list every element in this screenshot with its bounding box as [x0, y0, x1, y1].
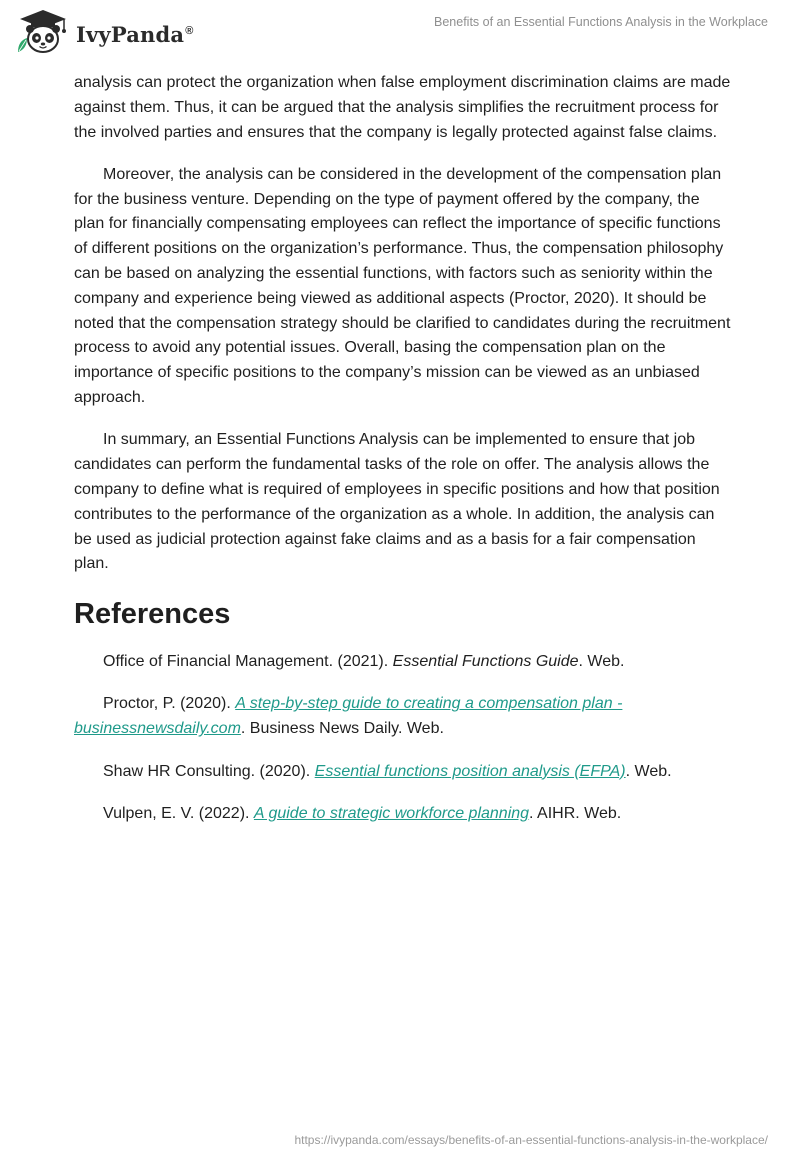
- reference-suffix: . Business News Daily. Web.: [240, 720, 444, 738]
- reference-title: Essential Functions Guide: [392, 653, 579, 671]
- reference-link[interactable]: A guide to strategic workforce planning: [253, 804, 530, 822]
- page-title: Benefits of an Essential Functions Analysis in the Workplace: [434, 15, 768, 29]
- ivypanda-logo[interactable]: [14, 8, 194, 56]
- reference-suffix: . Web.: [578, 653, 625, 671]
- reference-item: [74, 760, 734, 785]
- page-header: [0, 0, 800, 64]
- reference-citation: Shaw HR Consulting. (2020).: [103, 762, 315, 780]
- reference-item: [74, 692, 734, 742]
- reference-citation: Office of Financial Management. (2021).: [103, 653, 393, 671]
- body-paragraph: Moreover, the analysis can be considered in the development of the compensation plan for the business venture. Depending on the type of payment offered by the company, the plan for financially compensating employees can reflect the importance of specific functions of different positions on the organization’s performance. Thus, the compensation philosophy can be based on analyzing the essential functions, with factors such as seniority within the company and experience being viewed as additional aspects (Proctor, 2020). It should be noted that the compensation strategy should be clarified to candidates during the recruitment process to avoid any potential issues. Overall, basing the compensation plan on the importance of specific positions to the company’s mission can be viewed as an unbiased approach.: [74, 165, 731, 407]
- article-content: [74, 71, 734, 844]
- reference-link[interactable]: A step-by-step guide to creating a compensation plan - businessnewsdaily.com: [74, 695, 623, 738]
- reference-suffix: . AIHR. Web.: [529, 804, 622, 822]
- source-url[interactable]: https://ivypanda.com/essays/benefits-of-an-essential-functions-analysis-in-the-workplace/: [294, 1133, 768, 1147]
- registered-mark: ®: [185, 24, 194, 37]
- panda-graduate-icon: [14, 8, 72, 56]
- reference-citation: Proctor, P. (2020).: [103, 695, 236, 713]
- references-heading: References: [74, 598, 231, 631]
- reference-citation: Vulpen, E. V. (2022).: [103, 804, 254, 822]
- reference-link[interactable]: Essential functions position analysis (EFPA): [314, 762, 626, 780]
- reference-suffix: . Web.: [625, 762, 672, 780]
- brand-name: [76, 22, 194, 47]
- body-paragraph: In summary, an Essential Functions Analysis can be implemented to ensure that job candidates can perform the fundamental tasks of the role on offer. The analysis allows the company to define what is required of employees in specific positions and how that position contributes to the performance of the organization as a whole. In addition, the analysis can be used as judicial protection against fake claims and as a basis for a fair compensation plan.: [74, 431, 720, 573]
- reference-item: [74, 802, 734, 827]
- body-paragraph: analysis can protect the organization when false employment discrimination claims are made against them. Thus, it can be argued that the analysis simplifies the recruitment process for the involved parties and ensures that the company is legally protected against false claims.: [74, 74, 731, 141]
- brand-text: IvyPanda: [76, 21, 185, 47]
- reference-item: [74, 650, 734, 675]
